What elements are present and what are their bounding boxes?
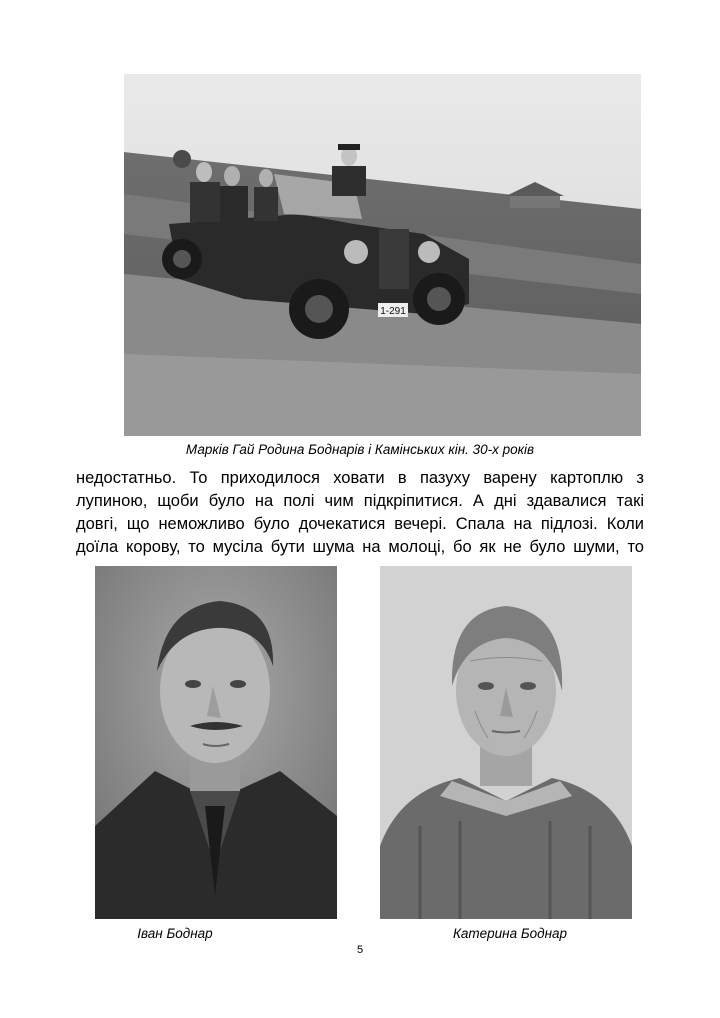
body-paragraph xyxy=(76,467,644,559)
car-photo xyxy=(124,74,641,436)
paragraph-line: недостатньо. То приходилося ховати в пазуху варену картоплю з xyxy=(76,469,644,487)
paragraph-line: довгі, що неможливо було дочекатися вечері. Спала на підлозі. Коли xyxy=(76,515,644,533)
paragraph-line: лупиною, щоби було на полі чим підкріпитися. А дні здавалися такі xyxy=(76,492,644,510)
ivan-photo-caption: Іван Боднар xyxy=(137,926,213,941)
car-license-plate: 1-291 xyxy=(380,306,406,317)
ivan-portrait-photo xyxy=(95,566,337,919)
page-number: 5 xyxy=(356,944,364,956)
kateryna-photo-caption: Катерина Боднар xyxy=(452,926,568,941)
car-photo-caption: Марків Гай Родина Боднарів і Камінських кін. 30-х років xyxy=(185,442,535,457)
kateryna-portrait-photo xyxy=(380,566,632,919)
paragraph-line: доїла корову, то мусіла бути шума на молоці, бо як не було шуми, то xyxy=(76,538,644,556)
